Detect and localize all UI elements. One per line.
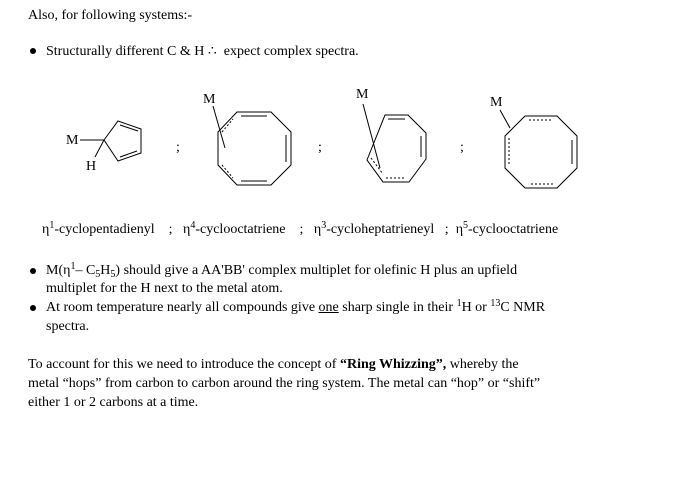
hapticity-5: 5: [463, 220, 469, 231]
metal-label-4: M: [490, 95, 503, 110]
separator-2: ;: [318, 140, 322, 155]
structure-cycloheptatrienyl: [356, 87, 426, 182]
structure-cyclooctatriene-eta5: [490, 95, 577, 188]
b3-post: C NMR: [500, 300, 546, 315]
b2-hap: 1: [70, 261, 76, 272]
ring-whizzing-term: “Ring Whizzing”,: [339, 357, 447, 372]
b2-sub2: 5: [110, 269, 116, 280]
eta-symbol: η: [42, 222, 50, 237]
label-cyclopentadienyl: -cyclopentadienyl: [54, 222, 155, 237]
b2-sub1: 5: [95, 269, 101, 280]
hapticity-3: 3: [321, 220, 327, 231]
eta-symbol: η: [313, 222, 322, 237]
bullet-dot: [30, 48, 36, 54]
ring-cot-1: [218, 112, 291, 185]
ring-whizzing-paragraph-line1: [28, 356, 519, 373]
eta-symbol: η: [455, 222, 464, 237]
ring-cot-2: [505, 116, 577, 188]
b3-underlined-one: one: [318, 300, 339, 315]
ring-cp: [104, 121, 141, 161]
ring-cht: [367, 115, 426, 182]
therefore-symbol: ∴: [207, 44, 217, 59]
double-bond-cp-1: [120, 125, 138, 131]
b2-c: – C: [75, 263, 96, 278]
b3-sup13: 13: [490, 298, 501, 309]
bullet-structural-difference: [46, 43, 359, 60]
ring-whizzing-paragraph-line2: metal “hops” from carbon to carbon around the ring system. The metal can “hop” or “shift”: [28, 376, 541, 391]
hapticity-1: 1: [49, 220, 55, 231]
structure-cyclooctatriene-eta4: [203, 92, 291, 185]
separator-1: ;: [176, 140, 180, 155]
b3-h: H or: [461, 300, 487, 315]
bullet1-text-1: Structurally different C & H: [46, 44, 205, 59]
structure-cyclopentadienyl: [66, 121, 141, 174]
b3-mid: sharp single in their: [342, 300, 454, 315]
metal-bond-4: [500, 110, 510, 128]
bullet-dot: [30, 305, 36, 311]
structures-figure: [0, 80, 692, 200]
b2-eta: η: [63, 263, 71, 278]
bullet-cp-spectrum-line2: multiplet for the H next to the metal atom.: [46, 281, 283, 296]
bullet-dot: [30, 268, 36, 274]
intro-text: Also, for following systems:-: [28, 8, 193, 23]
separator-3: ;: [460, 140, 464, 155]
b2-rest: ) should give a AA'BB' complex multiplet for olefinic H plus an upfield: [115, 263, 518, 278]
double-bond-cp-2: [120, 151, 137, 157]
para-pre: To account for this we need to introduce the concept of: [28, 357, 337, 372]
label-cyclooctatriene-eta5: -cyclooctatriene: [468, 222, 559, 237]
label-cycloheptatrieneyl: -cycloheptatrieneyl: [326, 222, 435, 237]
bullet1-text-2: expect complex spectra.: [223, 44, 359, 59]
b2-m: M(: [46, 263, 64, 278]
metal-label-1: M: [66, 133, 79, 148]
hapticity-labels-row: [42, 221, 558, 238]
label-separator: ;: [444, 222, 449, 237]
b3-sup1: 1: [456, 298, 462, 309]
eta-symbol: η: [183, 222, 191, 237]
label-separator: ;: [299, 222, 304, 237]
ring-whizzing-paragraph-line3: either 1 or 2 carbons at a time.: [28, 395, 199, 410]
b3-pre: At room temperature nearly all compounds give: [46, 300, 316, 315]
bullet-room-temperature-line2: spectra.: [46, 319, 90, 334]
metal-label-2: M: [203, 92, 216, 107]
hydrogen-bond: [95, 140, 104, 157]
para-post: whereby the: [449, 357, 519, 372]
label-separator: ;: [168, 222, 173, 237]
metal-label-3: M: [356, 87, 369, 102]
hydrogen-label: H: [86, 159, 97, 174]
bullet-room-temperature-line1: [46, 299, 545, 316]
hapticity-4: 4: [190, 220, 196, 231]
label-cyclooctatriene-eta4: -cyclooctatriene: [195, 222, 286, 237]
bullet-cp-spectrum-line1: [46, 262, 517, 279]
b2-h: H: [100, 263, 111, 278]
